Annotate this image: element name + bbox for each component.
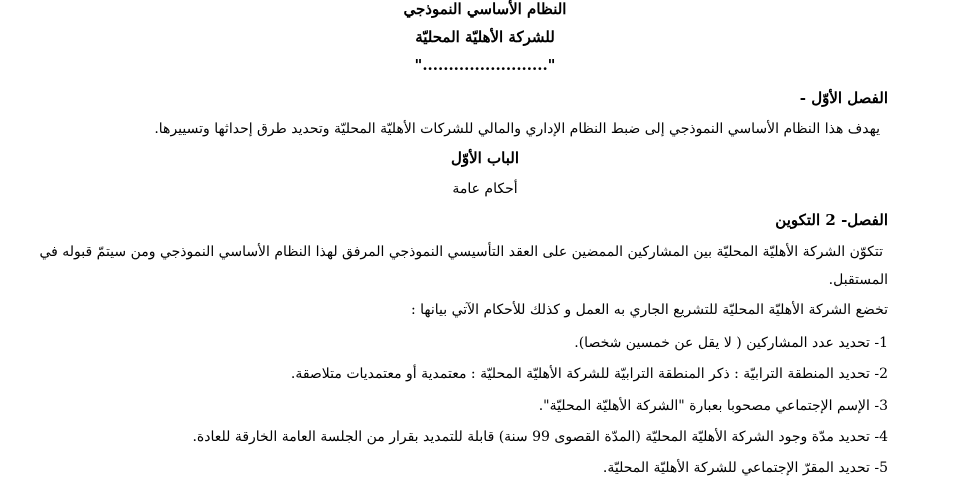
provisions-intro: تخضع الشركة الأهليّة المحليّة للتشريع الجاري به العمل و كذلك للأحكام الآتي بيانها : <box>411 302 888 318</box>
provision-item-5: 5- تحديد المقرّ الإجتماعي للشركة الأهليّة المحليّة. <box>602 460 888 476</box>
provision-item-1: 1- تحديد عدد المشاركين ( لا يقل عن خمسين شخصا). <box>574 335 888 351</box>
document-title-line-3: "........................" <box>414 56 556 74</box>
chapter-2-text-line-2: المستقبل. <box>828 272 888 288</box>
chapter-1-text: يهدف هذا النظام الأساسي النموذجي إلى ضبط النظام الإداري والمالي للشركات الأهليّة المحليّة وتحديد طرق إحداثها وتسييرها. <box>154 121 880 137</box>
provision-item-2: 2- تحديد المنطقة الترابيّة : ذكر المنطقة الترابيّة للشركة الأهليّة المحليّة : معتمدية أو معتمديات متلاصقة. <box>290 366 888 382</box>
provision-item-4: 4- تحديد مدّة وجود الشركة الأهليّة المحليّة (المدّة القصوى 99 سنة) قابلة للتمديد بقرار من الجلسة العامة الخارقة للعادة. <box>192 429 888 445</box>
section-1-subtitle: أحكام عامة <box>452 181 518 197</box>
section-1-heading: الباب الأوّل <box>450 149 520 167</box>
document-title-line-2: للشركة الأهليّة المحليّة <box>415 28 555 46</box>
document-title-line-1: النظام الأساسي النموذجي <box>403 0 567 18</box>
chapter-1-heading: الفصل الأوّل - <box>799 89 888 107</box>
provision-item-3: 3- الإسم الإجتماعي مصحوبا بعبارة "الشركة الأهليّة المحليّة". <box>538 398 888 414</box>
chapter-2-heading: الفصل- 2 التكوين <box>775 211 888 229</box>
chapter-2-text-line-1: تتكوّن الشركة الأهليّة المحليّة بين المشاركين الممضين على العقد التأسيسي النموذجي المرفق لهذا النظام الأساسي النموذجي ومن سيتمّ قبوله في <box>39 244 883 260</box>
